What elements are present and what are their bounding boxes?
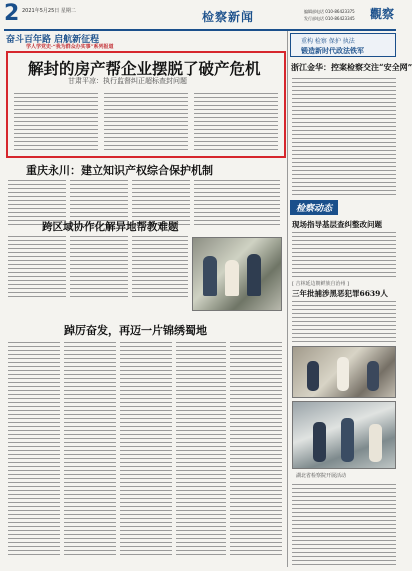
photo-figure-7: [313, 422, 326, 462]
photo-figure-6: [367, 361, 379, 391]
masthead: [4, 3, 396, 31]
story3-body-col3: [132, 236, 188, 300]
page-number: 2: [4, 1, 20, 26]
photo-figure-2: [225, 260, 239, 296]
promo-line-2: 锻造新时代政法铁军: [301, 46, 364, 55]
photo-caption: 湖北省检察院开展活动: [296, 473, 347, 479]
brand-banner-label: 检察动态: [290, 200, 338, 215]
story4-body-col5: [230, 342, 282, 558]
brand-banner: [290, 200, 396, 214]
lead-story-subtitle: 甘肃平凉：执行监督纠正超标查封问题: [68, 77, 187, 85]
story4-body-col3: [120, 342, 172, 558]
lead-story-body-right: [194, 93, 278, 153]
date-line: 2021年5月25日 星期二: [22, 8, 76, 14]
headline-b-kicker: [ 吉林延边朝鲜族自治州 ]: [292, 281, 350, 287]
section-title: 检察新闻: [202, 10, 255, 24]
headline-b-body: [292, 301, 396, 345]
story3-photo: [192, 237, 282, 311]
banner-subtitle: 学人学党史·“我为群众办实事”系列报道: [26, 44, 114, 50]
lead-story-frame: [6, 51, 286, 158]
right-col-bottom-body: [292, 484, 396, 568]
zhejiang-title: 浙江金华：控案检察交注“安全网”: [291, 62, 412, 72]
headline-a: 现场指导基层查纠整改问题: [292, 220, 382, 229]
photo-figure-4: [307, 361, 319, 391]
headline-b: 三年批捕涉黑恶犯罪6639人: [292, 289, 388, 298]
zhejiang-body: [292, 78, 396, 198]
story4-body-col4: [176, 342, 226, 558]
column-divider: [287, 31, 288, 567]
contact-line-2: 发行部电话 010-86423345: [304, 16, 355, 21]
story3-title: 跨区域协作化解异地帮教难题: [42, 221, 179, 233]
promo-box: [290, 33, 396, 57]
photo-figure-9: [369, 424, 382, 462]
newspaper-logo: 觀察: [370, 7, 395, 21]
lead-story-body-left: [14, 93, 98, 153]
photo-figure-1: [203, 256, 217, 296]
story2-title: 重庆永川：建立知识产权综合保护机制: [26, 164, 213, 177]
story4-title: 踔厉奋发，再迈一片锦绣蜀地: [64, 324, 207, 337]
contact-line-1: 编辑部电话 010-86423375: [304, 9, 355, 14]
series-banner: [4, 31, 282, 53]
photo-figure-3: [247, 254, 261, 296]
lead-story-body-mid: [104, 93, 188, 153]
banner-title: 奋斗百年路 启航新征程: [6, 35, 100, 45]
lead-story-title: 解封的房产帮企业摆脱了破产危机: [28, 59, 261, 78]
headline-a-body: [292, 232, 396, 280]
story3-body-col1: [8, 236, 66, 300]
photo-figure-5: [337, 357, 349, 391]
photo-figure-8: [341, 418, 354, 462]
story4-body-col1: [8, 342, 60, 558]
right-photo-1: [292, 346, 396, 398]
story4-body-col2: [64, 342, 116, 558]
story2-body-col4: [194, 180, 280, 228]
promo-line-1: 重构 检察 保护 执法: [301, 38, 355, 45]
story3-body-col2: [70, 236, 128, 300]
right-photo-2: [292, 401, 396, 469]
